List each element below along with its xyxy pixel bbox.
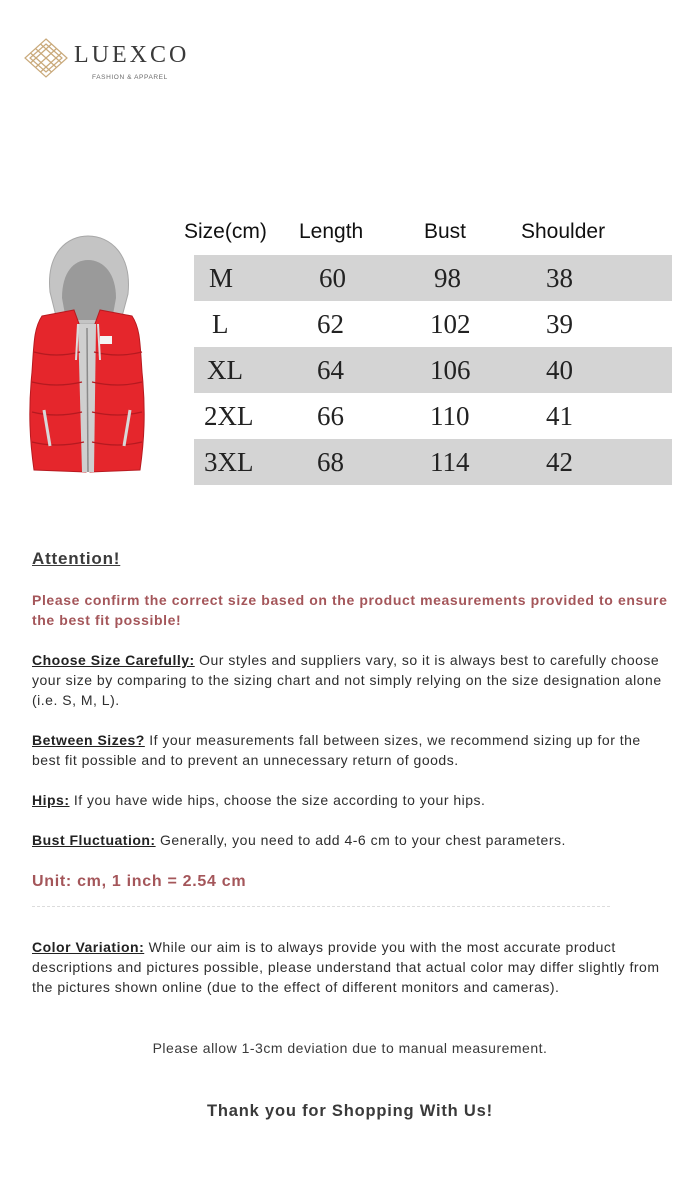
between-sizes-label: Between Sizes?	[32, 732, 145, 748]
cell-length: 62	[317, 309, 344, 339]
color-variation-label: Color Variation:	[32, 939, 145, 955]
cell-length: 64	[317, 355, 344, 385]
header-size: Size(cm)	[184, 220, 267, 243]
cell-size: XL	[207, 355, 243, 385]
size-chart	[180, 218, 674, 477]
table-row	[194, 393, 672, 439]
choose-size-paragraph	[32, 650, 668, 710]
unit-note: Unit: cm, 1 inch = 2.54 cm	[32, 873, 247, 890]
table-row	[194, 347, 672, 393]
color-variation-paragraph	[32, 937, 668, 997]
cell-bust: 98	[434, 263, 461, 293]
brand-logo	[24, 38, 194, 88]
header-shoulder: Shoulder	[521, 220, 606, 243]
size-chart-header	[180, 218, 674, 254]
bust-fluctuation-paragraph	[32, 830, 668, 850]
divider	[32, 906, 610, 907]
cell-length: 68	[317, 447, 344, 477]
cell-bust: 110	[430, 401, 470, 431]
cell-bust: 102	[430, 309, 471, 339]
cell-size: 3XL	[204, 447, 254, 477]
cell-bust: 114	[430, 447, 470, 477]
cell-shoulder: 38	[546, 263, 573, 293]
confirm-notice: Please confirm the correct size based on the product measurements provided to ensure the best fit possible!	[32, 592, 668, 628]
attention-heading: Attention!	[32, 549, 121, 568]
hips-label: Hips:	[32, 792, 70, 808]
bust-fluctuation-text: Generally, you need to add 4-6 cm to your chest parameters.	[155, 832, 566, 848]
cell-shoulder: 41	[546, 401, 573, 431]
brand-name: LUEXCO	[74, 42, 190, 68]
header-bust: Bust	[424, 220, 467, 243]
cell-size: L	[212, 309, 229, 339]
cell-length: 66	[317, 401, 344, 431]
color-variation-text: While our aim is to always provide you with the most accurate product descriptions and pictures possible, please understand that actual color may differ slightly from the pictures shown online (due to the effect of different monitors and cameras).	[32, 939, 660, 995]
between-sizes-paragraph	[32, 730, 668, 770]
header-length: Length	[299, 220, 364, 243]
hips-paragraph	[32, 790, 668, 810]
cell-size: M	[209, 263, 234, 293]
cell-shoulder: 39	[546, 309, 573, 339]
cell-shoulder: 40	[546, 355, 573, 385]
table-row	[194, 255, 672, 301]
hooded-vest-icon	[28, 232, 146, 480]
brand-tagline: FASHION & APPAREL	[92, 74, 168, 81]
hips-text: If you have wide hips, choose the size according to your hips.	[69, 792, 486, 808]
choose-size-label: Choose Size Carefully:	[32, 652, 195, 668]
cell-shoulder: 42	[546, 447, 573, 477]
cell-bust: 106	[430, 355, 471, 385]
cell-length: 60	[319, 263, 346, 293]
cell-size: 2XL	[204, 401, 254, 431]
thank-you-message: Thank you for Shopping With Us!	[207, 1102, 493, 1120]
table-row	[194, 301, 672, 347]
bust-fluctuation-label: Bust Fluctuation:	[32, 832, 156, 848]
table-row	[194, 439, 672, 485]
between-sizes-text: If your measurements fall between sizes, we recommend sizing up for the best fit possible and to prevent an unnecessary return of goods.	[32, 732, 641, 768]
diamond-lattice-icon	[24, 38, 68, 78]
choose-size-text: Our styles and suppliers vary, so it is always best to carefully choose your size by comparing to the sizing chart and not simply relying on the size designation alone (i.e. S, M, L).	[32, 652, 662, 708]
deviation-note: Please allow 1-3cm deviation due to manual measurement.	[152, 1040, 548, 1056]
